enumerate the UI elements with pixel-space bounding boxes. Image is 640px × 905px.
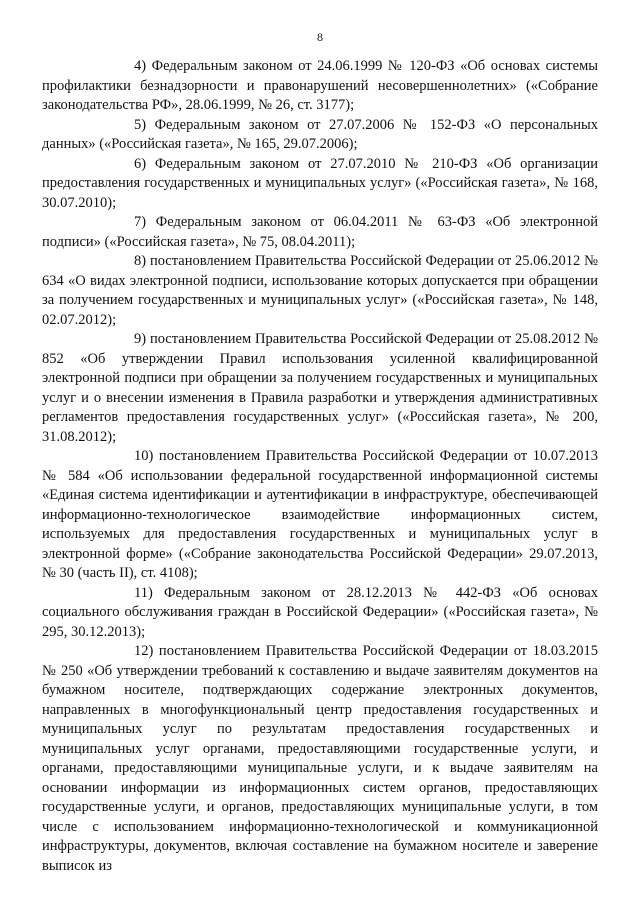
list-item: 4) Федеральным законом от 24.06.1999 № 120-ФЗ «Об основах системы профилактики безнадзорности и правонарушений несовершеннолетних» («Собрание законодательства РФ», 28.06.1999, № 26, ст. 3177); [42, 58, 598, 113]
page-number: 8 [317, 30, 323, 44]
list-item: 10) постановлением Правительства Российской Федерации от 10.07.2013 № 584 «Об использовании федеральной государственной информационной системы «Единая система идентификации и аутентификации в инфраструктуре, обеспечивающей информационно-технологическое взаимодействие информационных систем, используемых для предоставления государственных и муниципальных услуг в электронной форме» («Собрание законодательства Российской Федерации» 29.07.2013, № 30 (часть II), ст. 4108); [42, 448, 598, 581]
document-body [42, 57, 598, 876]
list-item: 7) Федеральным законом от 06.04.2011 № 63-ФЗ «Об электронной подписи» («Российская газета», № 75, 08.04.2011); [42, 214, 598, 250]
list-item: 11) Федеральным законом от 28.12.2013 № 442-ФЗ «Об основах социального обслуживания граждан в Российской Федерации» («Российская газета», № 295, 30.12.2013); [42, 584, 598, 640]
list-item: 9) постановлением Правительства Российской Федерации от 25.08.2012 № 852 «Об утверждении Правил использования усиленной квалифицированной электронной подписи при обращении за получением государственных и муниципальных услуг и о внесении изменения в Правила разработки и утверждения административных регламентов предоставления государственных услуг» («Российская газета», № 200, 31.08.2012); [42, 331, 598, 445]
list-item: 12) постановлением Правительства Российской Федерации от 18.03.2015 № 250 «Об утверждении требований к составлению и выдаче заявителям документов на бумажном носителе, подтверждающих содержание электронных документов, направленных в многофункциональный центр предоставления государственных и муниципальных услуг по результатам предоставления государственных и муниципальных услуг органами, предоставляющими государственные услуги, и органами, предоставляющими муниципальные услуги, и к выдаче заявителям на основании информации из информационных систем органов, предоставляющих государственные услуги, и органов, предоставляющих муниципальные услуги, в том числе с использованием информационно-технологической и коммуникационной инфраструктуры, документов, включая составление на бумажном носителе и заверение выписок из [42, 643, 598, 874]
list-item: 6) Федеральным законом от 27.07.2010 № 210-ФЗ «Об организации предоставления государственных и муниципальных услуг» («Российская газета», № 168, 30.07.2010); [42, 155, 598, 211]
list-item: 5) Федеральным законом от 27.07.2006 № 152-ФЗ «О персональных данных» («Российская газета», № 165, 29.07.2006); [42, 116, 598, 152]
list-item: 8) постановлением Правительства Российской Федерации от 25.06.2012 № 634 «О видах электронной подписи, использование которых допускается при обращении за получением государственных и муниципальных услуг» («Российская газета», № 148, 02.07.2012); [42, 253, 598, 328]
